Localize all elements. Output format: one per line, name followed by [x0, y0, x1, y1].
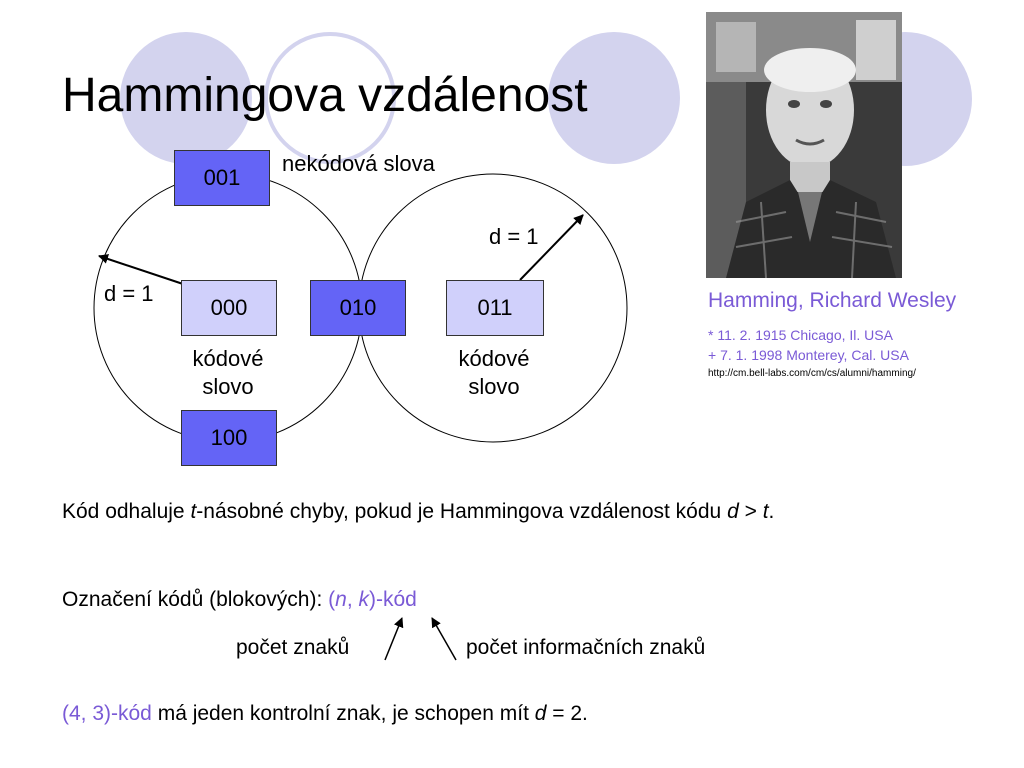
notation-open: ( [328, 588, 336, 611]
person-name: Hamming, Richard Wesley [708, 289, 957, 312]
codeword-label-left-line1: kódové [192, 346, 264, 371]
notation-close: )-kód [369, 588, 417, 611]
codeword-000-box: 000 [181, 280, 277, 336]
notation-n: n [335, 588, 347, 611]
example-middle: má jeden kontrolní znak, je schopen mít [151, 702, 535, 725]
detection-statement [62, 499, 774, 525]
statement-middle: -násobné chyby, pokud je Hammingova vzdálenost kódu [196, 500, 728, 523]
codeword-label-right-line1: kódové [458, 346, 530, 371]
example-d: d [534, 702, 547, 725]
noncode-word-010-box: 010 [310, 280, 406, 336]
example-code: (4, 3)-kód [62, 702, 152, 725]
codeword-label-right [444, 345, 544, 401]
notation-arrow-left [385, 618, 402, 660]
notation-comma: , [346, 588, 359, 611]
statement-end: . [768, 500, 775, 523]
statement-d: d [727, 500, 739, 523]
notation-line [62, 587, 417, 613]
notation-right-label: počet informačních znaků [466, 636, 706, 659]
notation-arrow-right [432, 618, 456, 660]
distance-label-left: d = 1 [104, 281, 154, 306]
codeword-label-left-line2: slovo [202, 374, 254, 399]
noncode-word-001-box: 001 [174, 150, 270, 206]
statement-t: t [190, 500, 197, 523]
notation-left-label: počet znaků [236, 636, 350, 659]
statement-gt: > [738, 500, 763, 523]
notation-k: k [358, 588, 369, 611]
codeword-011-box: 011 [446, 280, 544, 336]
person-died: + 7. 1. 1998 Monterey, Cal. USA [708, 347, 909, 363]
person-born: * 11. 2. 1915 Chicago, Il. USA [708, 327, 893, 343]
codeword-label-right-line2: slovo [468, 374, 520, 399]
noncode-words-label: nekódová slova [282, 151, 435, 176]
example-end: = 2. [546, 702, 588, 725]
notation-prefix: Označení kódů (blokových): [62, 588, 329, 611]
distance-label-right: d = 1 [489, 224, 539, 249]
example-line [62, 701, 588, 727]
codeword-label-left [178, 345, 278, 401]
noncode-word-100-box: 100 [181, 410, 277, 466]
statement-t2: t [762, 500, 769, 523]
person-url-link[interactable]: http://cm.bell-labs.com/cm/cs/alumni/hamming/ [708, 368, 916, 379]
statement-prefix: Kód odhaluje [62, 500, 191, 523]
page-title: Hammingova vzdálenost [62, 69, 588, 122]
